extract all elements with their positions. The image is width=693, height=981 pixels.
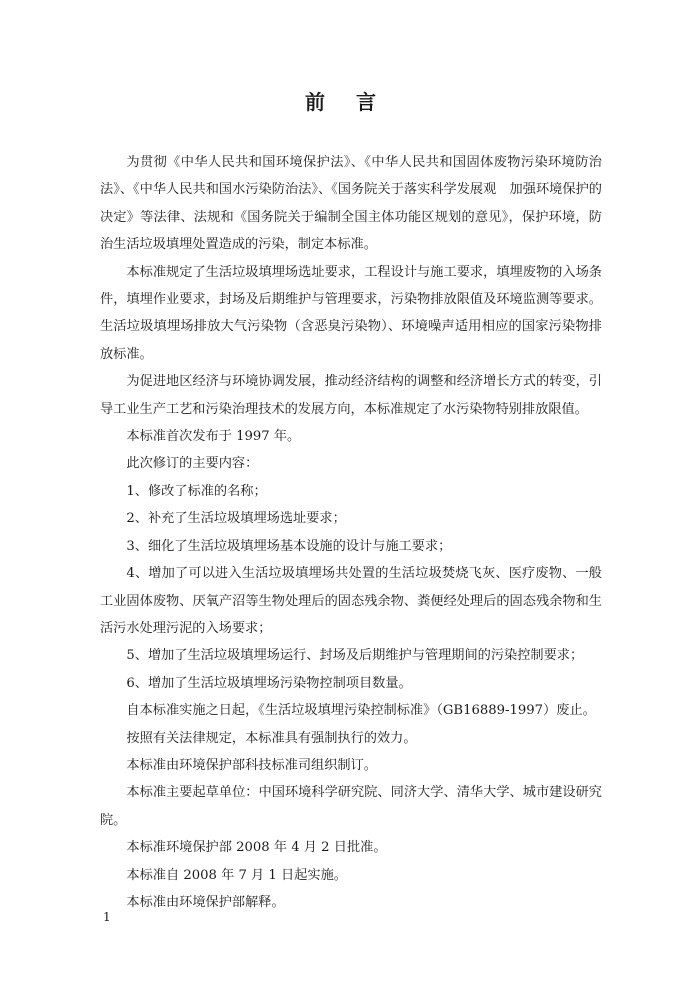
- revision-item-2: 2、补充了生活垃圾填埋场选址要求；: [126, 511, 346, 527]
- page-title: 前 言: [305, 90, 388, 114]
- paragraph-approval-date: 本标准环境保护部 2008 年 4 月 2 日批准。: [126, 840, 387, 856]
- paragraph-scope: 本标准规定了生活垃圾填埋场选址要求，工程设计与施工要求，填埋废物的入场条件，填埋作业要求，封场及后期维护与管理要求，污染物排放限值及环境监测等要求。生活垃圾填埋场排放大气污染物（含恶臭污染物）、环境噪声适用相应的国家污染物排放标准。: [100, 264, 602, 362]
- paragraph-drafting-units: 本标准主要起草单位：中国环境科学研究院、同济大学、清华大学、城市建设研究院。: [100, 785, 602, 828]
- page-number: 1: [103, 910, 111, 924]
- paragraph-effective-date: 本标准自 2008 年 7 月 1 日起实施。: [126, 867, 347, 883]
- revision-item-5: 5、增加了生活垃圾填埋场运行、封场及后期维护与管理期间的污染控制要求；: [126, 648, 584, 664]
- paragraph-mandatory: 按照有关法律规定，本标准具有强制执行的效力。: [126, 730, 417, 746]
- foreword-body: [100, 149, 602, 916]
- paragraph-supersedes: 自本标准实施之日起，《生活垃圾填埋污染控制标准》（GB16889-1997）废止。: [126, 703, 596, 719]
- revision-item-1: 1、修改了标准的名称；: [126, 483, 267, 499]
- revision-item-6: 6、增加了生活垃圾填埋场污染物控制项目数量。: [126, 675, 412, 691]
- paragraph-organizer: 本标准由环境保护部科技标准司组织制订。: [126, 757, 377, 773]
- paragraph-revision-intro: 此次修订的主要内容：: [126, 456, 259, 472]
- paragraph-first-release: 本标准首次发布于 1997 年。: [126, 429, 301, 445]
- revision-item-3: 3、细化了生活垃圾填埋场基本设施的设计与施工要求；: [126, 538, 452, 554]
- paragraph-purpose: 为贯彻《中华人民共和国环境保护法》、《中华人民共和国固体废物污染环境防治法》、《中华人民共和国水污染防治法》、《国务院关于落实科学发展观 加强环境保护的决定》等法律、法规和《国务院关于编制全国主体功能区规划的意见》，保护环境，防治生活垃圾填埋处置造成的污染，制定本标准。: [100, 155, 602, 253]
- paragraph-interpretation: 本标准由环境保护部解释。: [126, 894, 285, 910]
- paragraph-special-limits: 为促进地区经济与环境协调发展，推动经济结构的调整和经济增长方式的转变，引导工业生产工艺和污染治理技术的发展方向，本标准规定了水污染物特别排放限值。: [100, 374, 602, 417]
- revision-item-4: 4、增加了可以进入生活垃圾填埋场共处置的生活垃圾焚烧飞灰、医疗废物、一般工业固体废物、厌氧产沼等生物处理后的固态残余物、粪便经处理后的固态残余物和生活污水处理污泥的入场要求；: [100, 566, 602, 636]
